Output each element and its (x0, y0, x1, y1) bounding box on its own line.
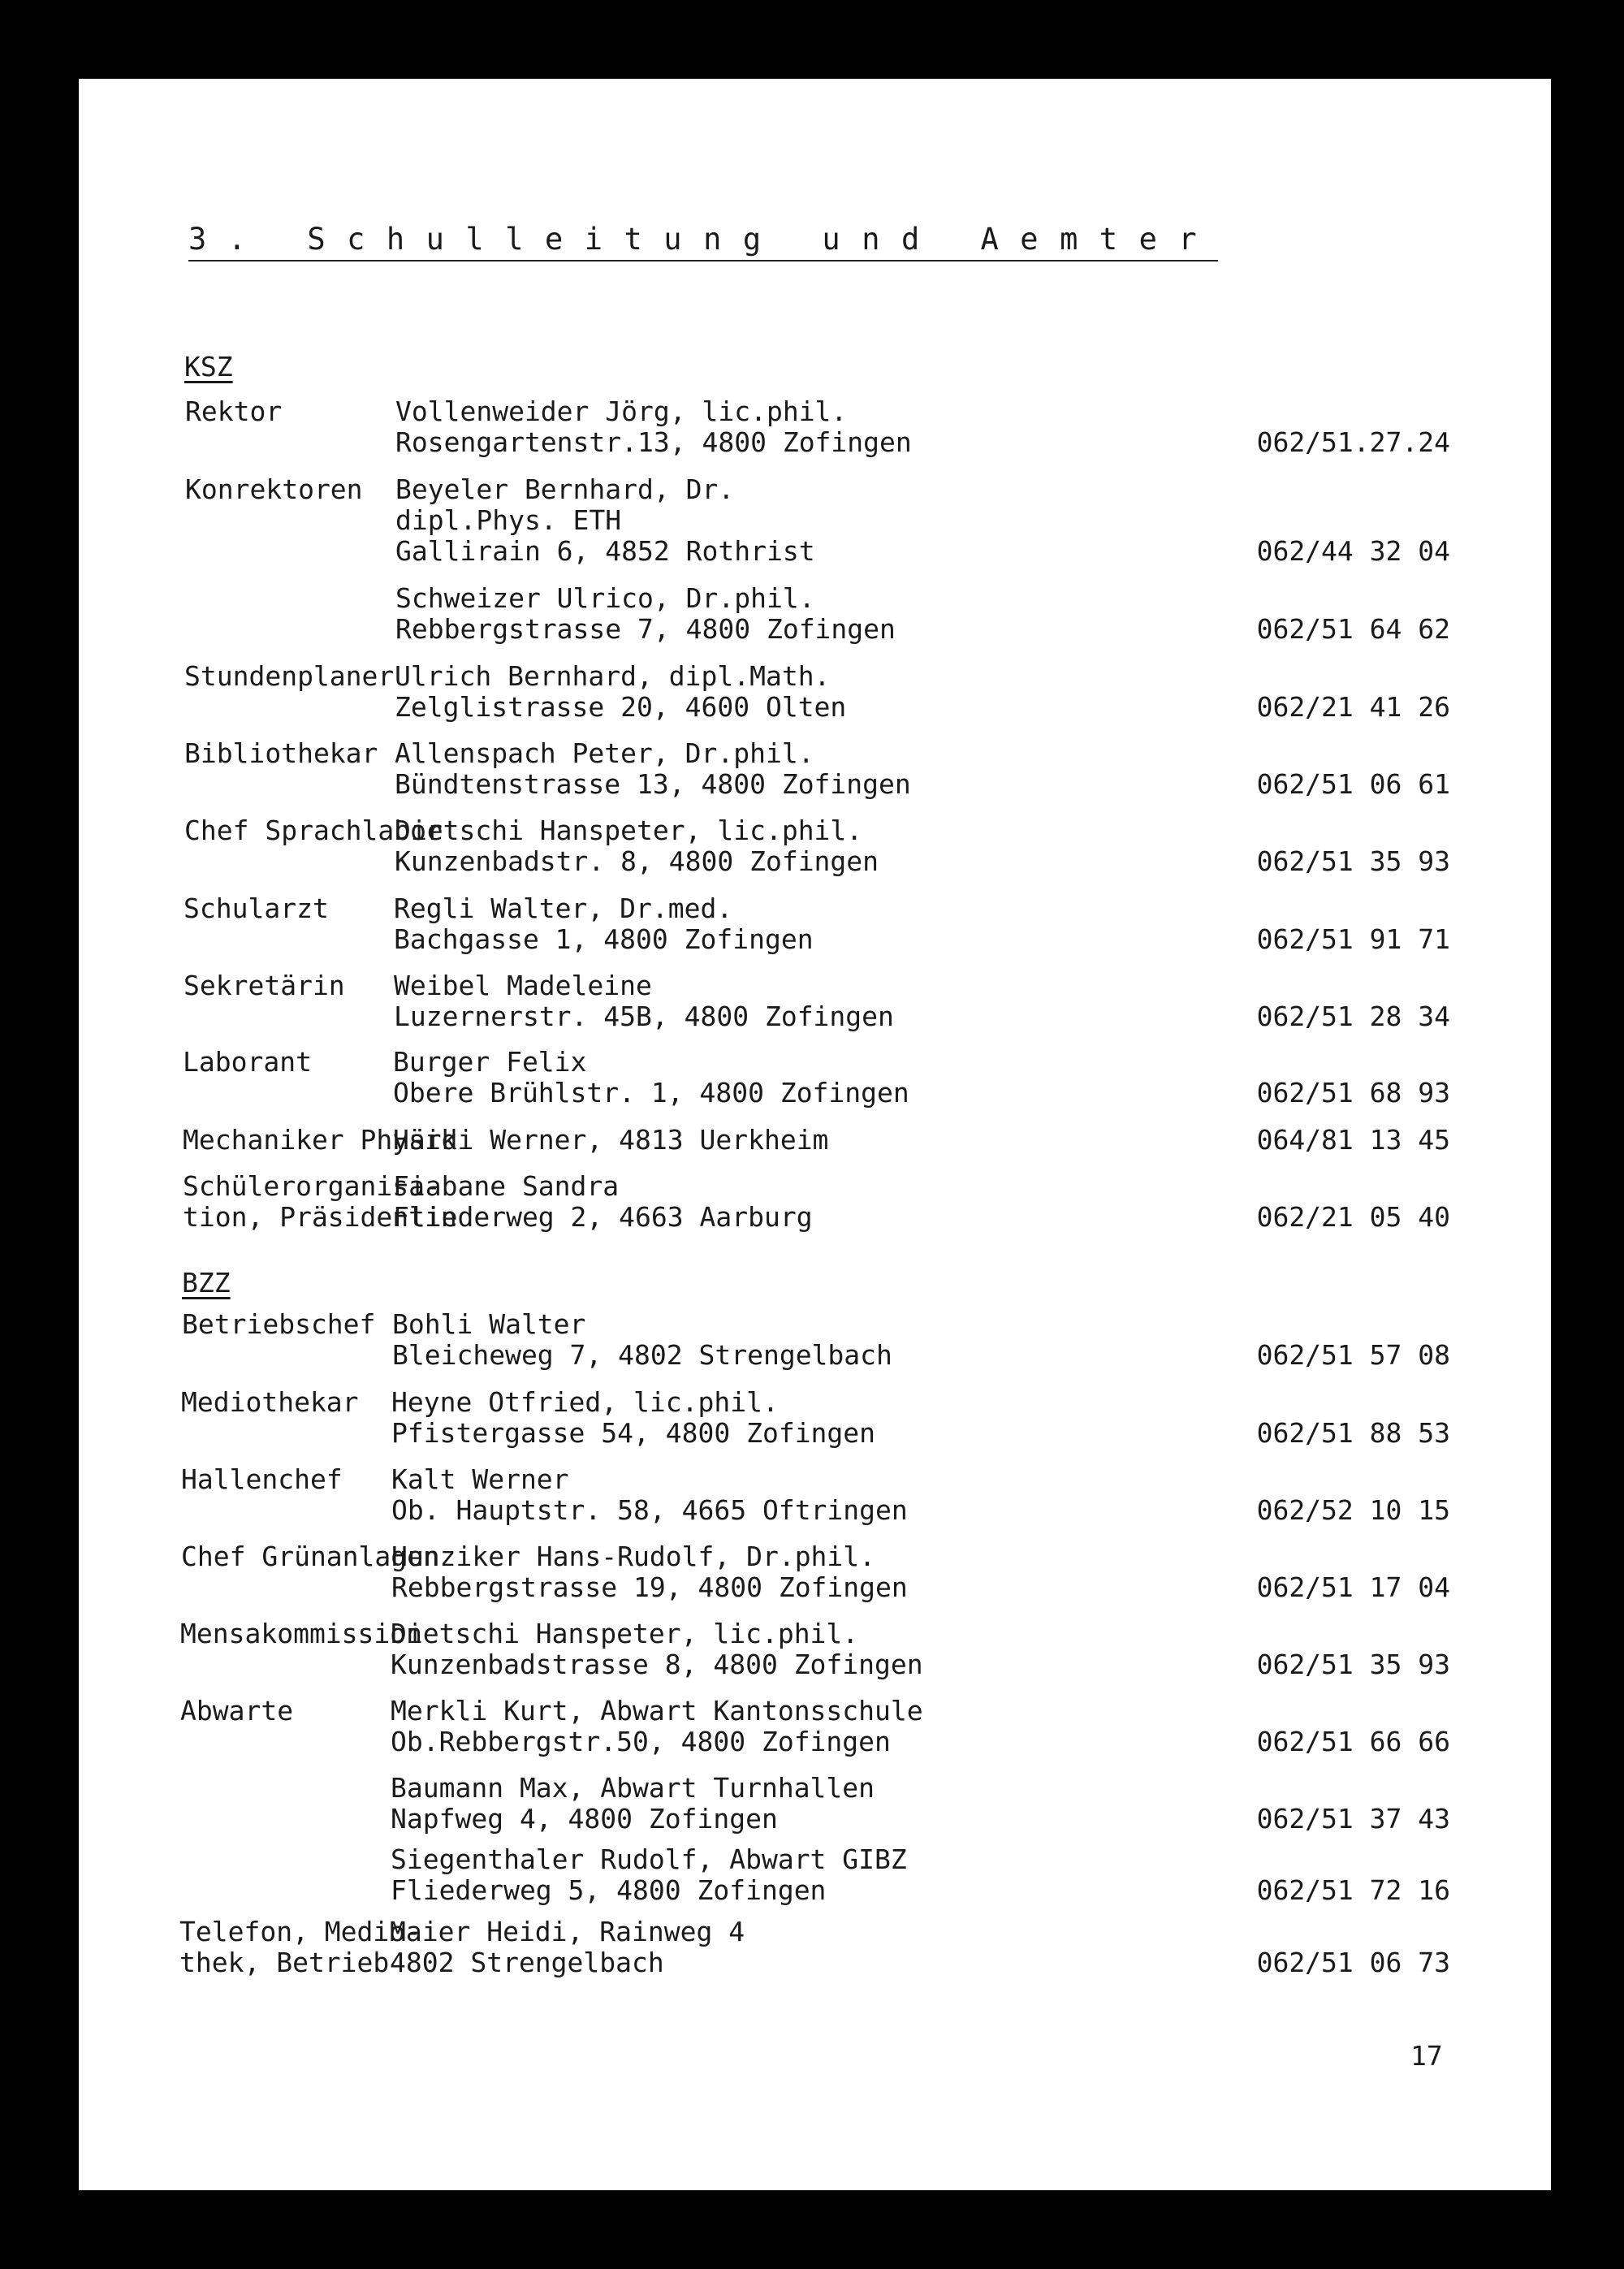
entry-address-line: Rebbergstrasse 19, 4800 Zofingen (391, 1571, 908, 1603)
entry-address-line: Fliederweg 2, 4663 Aarburg (393, 1201, 813, 1233)
entry-phone: 062/51 91 71 (1256, 923, 1450, 955)
entry-phone: 062/51 88 53 (1256, 1417, 1450, 1449)
entry-phone: 062/51 57 08 (1256, 1339, 1450, 1371)
entry-phone: 062/51 66 66 (1256, 1726, 1450, 1757)
entry-phone: 062/52 10 15 (1256, 1494, 1450, 1526)
entry-address-line: Luzernerstr. 45B, 4800 Zofingen (394, 1001, 894, 1032)
document-page (79, 79, 1551, 2190)
entry-phone: 062/51 64 62 (1256, 613, 1450, 645)
entry-name-line: Härdi Werner, 4813 Uerkheim (393, 1124, 829, 1156)
role-label: Konrektoren (185, 473, 363, 505)
entry-phone: 062/51 17 04 (1256, 1571, 1450, 1603)
entry-name-line: Regli Walter, Dr.med. (394, 892, 733, 924)
entry-address-line: Rebbergstrasse 7, 4800 Zofingen (395, 613, 896, 645)
role-label: Telefon, Medio- thek, Betrieb (179, 1916, 422, 1978)
entry-name-line: Fiabane Sandra (393, 1170, 620, 1202)
entry-address-line: Ob. Hauptstr. 58, 4665 Oftringen (391, 1494, 908, 1526)
role-label: Bibliothekar (184, 737, 378, 769)
entry-address-line: Pfistergasse 54, 4800 Zofingen (391, 1417, 876, 1449)
entry-name-line: Schweizer Ulrico, Dr.phil. (395, 582, 815, 614)
entry-name-line: Bohli Walter (392, 1308, 586, 1340)
entry-phone: 062/51 35 93 (1256, 845, 1450, 877)
role-label: Sekretärin (184, 970, 345, 1001)
entry-phone: 062/44 32 04 (1256, 535, 1450, 567)
entry-address-line: Gallirain 6, 4852 Rothrist (395, 535, 815, 567)
entry-phone: 062/51 35 93 (1256, 1649, 1450, 1680)
role-label: Mediothekar (181, 1386, 359, 1418)
entry-phone: 062/21 05 40 (1256, 1201, 1450, 1233)
role-label: Chef Sprachlabor (184, 815, 443, 846)
entry-address-line: Napfweg 4, 4800 Zofingen (391, 1803, 778, 1835)
section-label-bzz: BZZ (182, 1267, 231, 1299)
entry-address-line: Kunzenbadstr. 8, 4800 Zofingen (395, 845, 879, 877)
entry-title-line: dipl.Phys. ETH (395, 504, 622, 536)
entry-name-line: Burger Felix (393, 1046, 587, 1078)
role-label: Rektor (185, 395, 283, 427)
role-label: Laborant (183, 1046, 312, 1078)
entry-phone: 062/51 06 61 (1256, 768, 1450, 800)
entry-phone: 062/51 28 34 (1256, 1001, 1450, 1032)
entry-name-line: Baumann Max, Abwart Turnhallen (391, 1772, 875, 1804)
entry-name-line: Ulrich Bernhard, dipl.Math. (395, 660, 831, 692)
entry-name-line: Allenspach Peter, Dr.phil. (395, 737, 814, 769)
role-label: Schularzt (184, 892, 329, 924)
entry-address-line: Bleicheweg 7, 4802 Strengelbach (392, 1339, 892, 1371)
entry-address-line: Bachgasse 1, 4800 Zofingen (394, 923, 814, 955)
entry-name-line: Dietschi Hanspeter, lic.phil. (395, 815, 863, 846)
entry-name-line: Hunziker Hans-Rudolf, Dr.phil. (391, 1541, 876, 1572)
entry-phone: 062/51.27.24 (1256, 426, 1450, 458)
entry-name-line: Vollenweider Jörg, lic.phil. (395, 395, 848, 427)
entry-name-line: Beyeler Bernhard, Dr. (395, 473, 735, 505)
entry-phone: 062/51 06 73 (1256, 1947, 1450, 1978)
entry-address-line: Bündtenstrasse 13, 4800 Zofingen (395, 768, 911, 800)
role-label: Betriebschef (182, 1308, 376, 1340)
section-label-ksz: KSZ (184, 351, 233, 382)
entry-name-line: Dietschi Hanspeter, lic.phil. (391, 1618, 859, 1649)
role-label: Stundenplaner (184, 660, 395, 692)
entry-name-line: Merkli Kurt, Abwart Kantonsschule (391, 1695, 923, 1727)
entry-name-line: Siegenthaler Rudolf, Abwart GIBZ (391, 1843, 907, 1875)
page-heading: 3. Schulleitung und Aemter (188, 222, 1218, 261)
role-label: Schülerorganisa- tion, Präsidentin (183, 1170, 457, 1233)
entry-address-line: Kunzenbadstrasse 8, 4800 Zofingen (391, 1649, 923, 1680)
role-label: Hallenchef (181, 1463, 343, 1495)
page-number: 17 (1410, 2040, 1443, 2072)
role-label: Mensakommission (180, 1618, 423, 1649)
entry-address-line: 4802 Strengelbach (390, 1947, 664, 1978)
role-label: Abwarte (180, 1695, 294, 1727)
entry-phone: 064/81 13 45 (1256, 1124, 1450, 1156)
entry-phone: 062/51 72 16 (1256, 1874, 1450, 1906)
entry-name-line: Weibel Madeleine (394, 970, 652, 1001)
entry-name-line: Maier Heidi, Rainweg 4 (390, 1916, 745, 1947)
entry-address-line: Rosengartenstr.13, 4800 Zofingen (395, 426, 912, 458)
entry-phone: 062/51 37 43 (1256, 1803, 1450, 1835)
entry-address-line: Fliederweg 5, 4800 Zofingen (391, 1874, 827, 1906)
entry-address-line: Obere Brühlstr. 1, 4800 Zofingen (393, 1077, 909, 1109)
entry-phone: 062/21 41 26 (1256, 691, 1450, 723)
entry-address-line: Ob.Rebbergstr.50, 4800 Zofingen (391, 1726, 891, 1757)
entry-address-line: Zelglistrasse 20, 4600 Olten (395, 691, 847, 723)
role-label: Chef Grünanlagen (181, 1541, 439, 1572)
entry-phone: 062/51 68 93 (1256, 1077, 1450, 1109)
entry-name-line: Kalt Werner (391, 1463, 569, 1495)
entry-name-line: Heyne Otfried, lic.phil. (391, 1386, 779, 1418)
role-label: Mechaniker Physik (183, 1124, 457, 1156)
